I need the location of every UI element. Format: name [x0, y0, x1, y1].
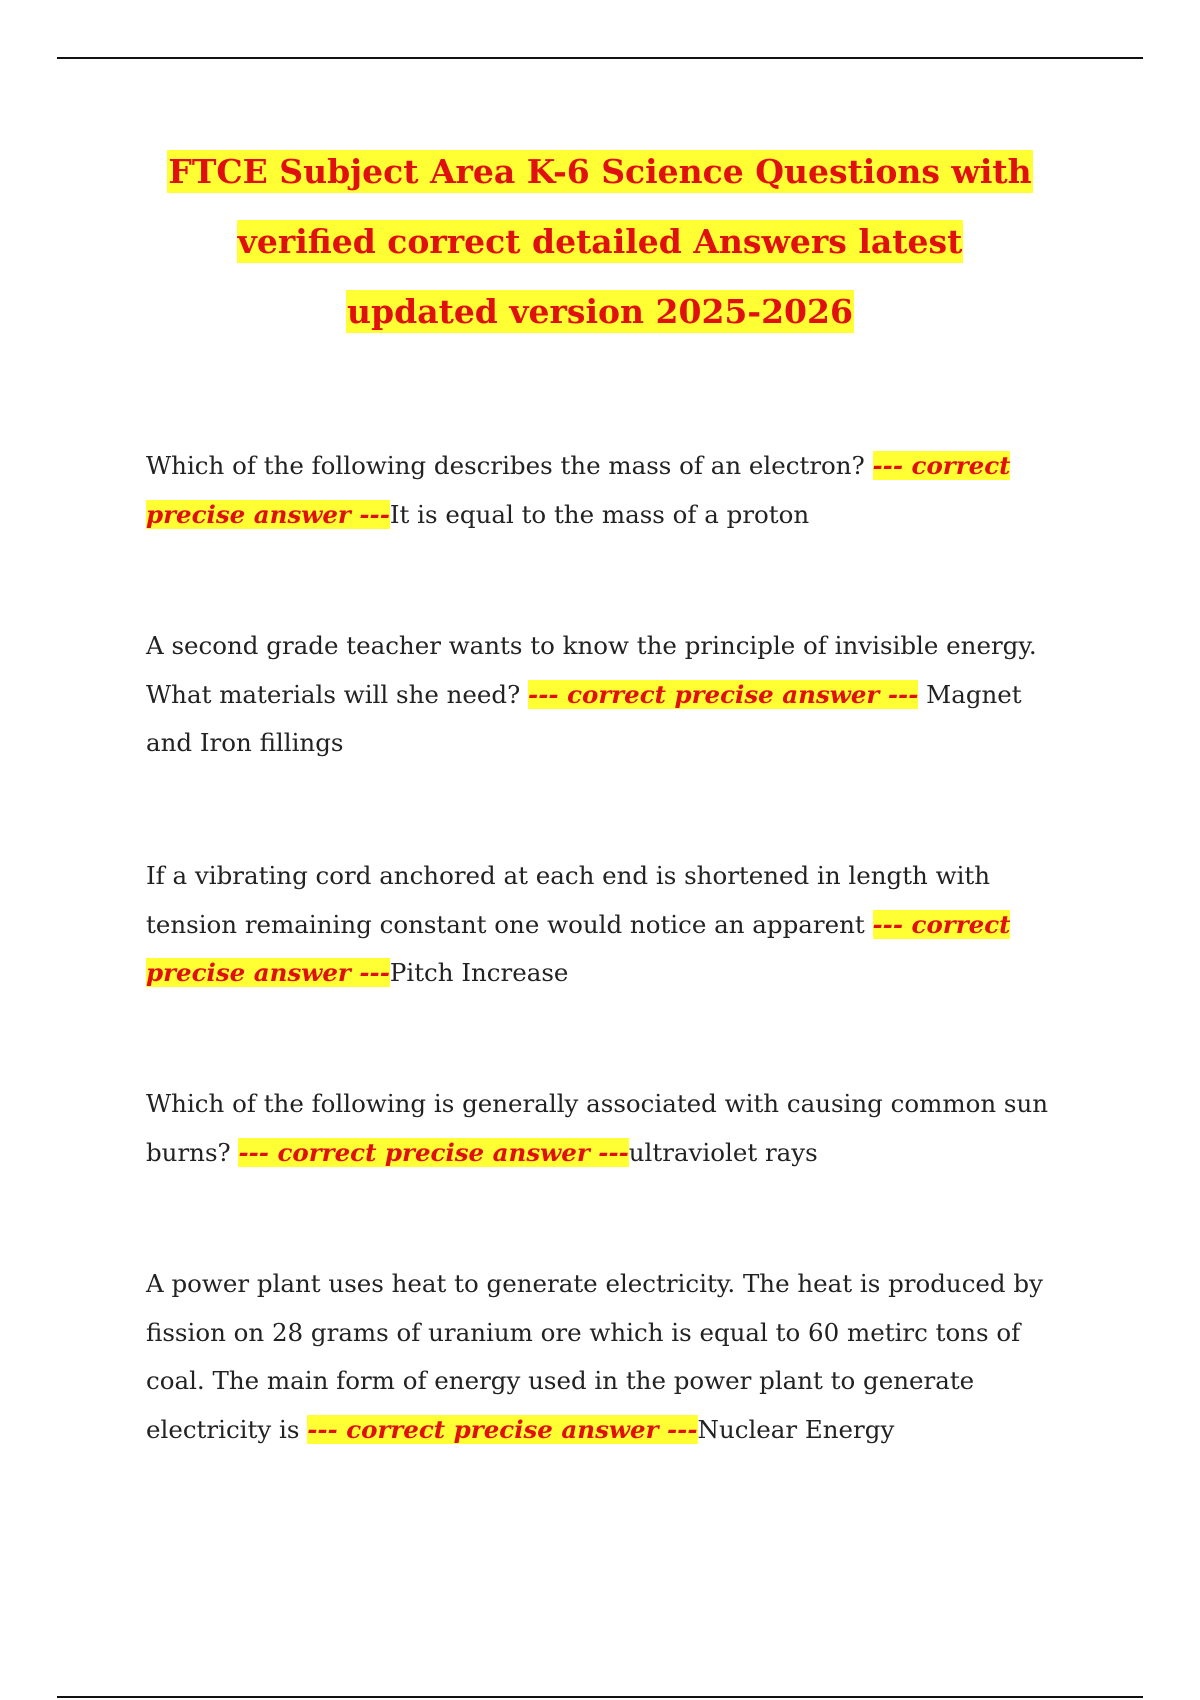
document-title [100, 137, 1100, 347]
question-text: If a vibrating cord anchored at each end is shortened in length with tension remaining constant one would notice an apparent [146, 861, 991, 939]
answer-text: ultraviolet rays [628, 1137, 818, 1167]
answer-text: Nuclear Energy [697, 1414, 895, 1444]
answer-marker: --- correct precise answer --- [307, 1414, 698, 1444]
qa-item-1 [146, 442, 1066, 539]
title-line-2: verified correct detailed Answers latest [237, 222, 963, 261]
qa-item-2 [146, 622, 1066, 768]
qa-item-4 [146, 1080, 1066, 1177]
answer-marker: --- correct precise answer --- [528, 679, 919, 709]
question-text: Which of the following describes the mass of an electron? [146, 451, 873, 480]
title-line-1: FTCE Subject Area K-6 Science Questions with [168, 152, 1032, 191]
answer-marker: --- correct precise answer --- [146, 909, 1011, 987]
question-text: A second grade teacher wants to know the principle of invisible energy. What materials will she need? [146, 631, 1037, 709]
question-text: Which of the following is generally associated with causing common sun burns? [146, 1089, 1049, 1167]
title-line-3: updated version 2025-2026 [347, 292, 853, 331]
answer-text: Magnet and Iron fillings [146, 679, 1022, 757]
bottom-rule [57, 1696, 1143, 1698]
qa-item-3 [146, 852, 1066, 998]
answer-text: Pitch Increase [389, 958, 569, 987]
top-rule [57, 57, 1143, 59]
answer-text: It is equal to the mass of a proton [389, 499, 810, 529]
answer-marker: --- correct precise answer --- [238, 1137, 629, 1167]
question-text: A power plant uses heat to generate electricity. The heat is produced by fission on 28 grams of uranium ore which is equal to 60 metirc tons of coal. The main form of energy used in the power plant to generate electricity is [146, 1269, 1043, 1444]
qa-item-5 [146, 1260, 1066, 1454]
answer-marker: --- correct precise answer --- [146, 451, 1011, 529]
